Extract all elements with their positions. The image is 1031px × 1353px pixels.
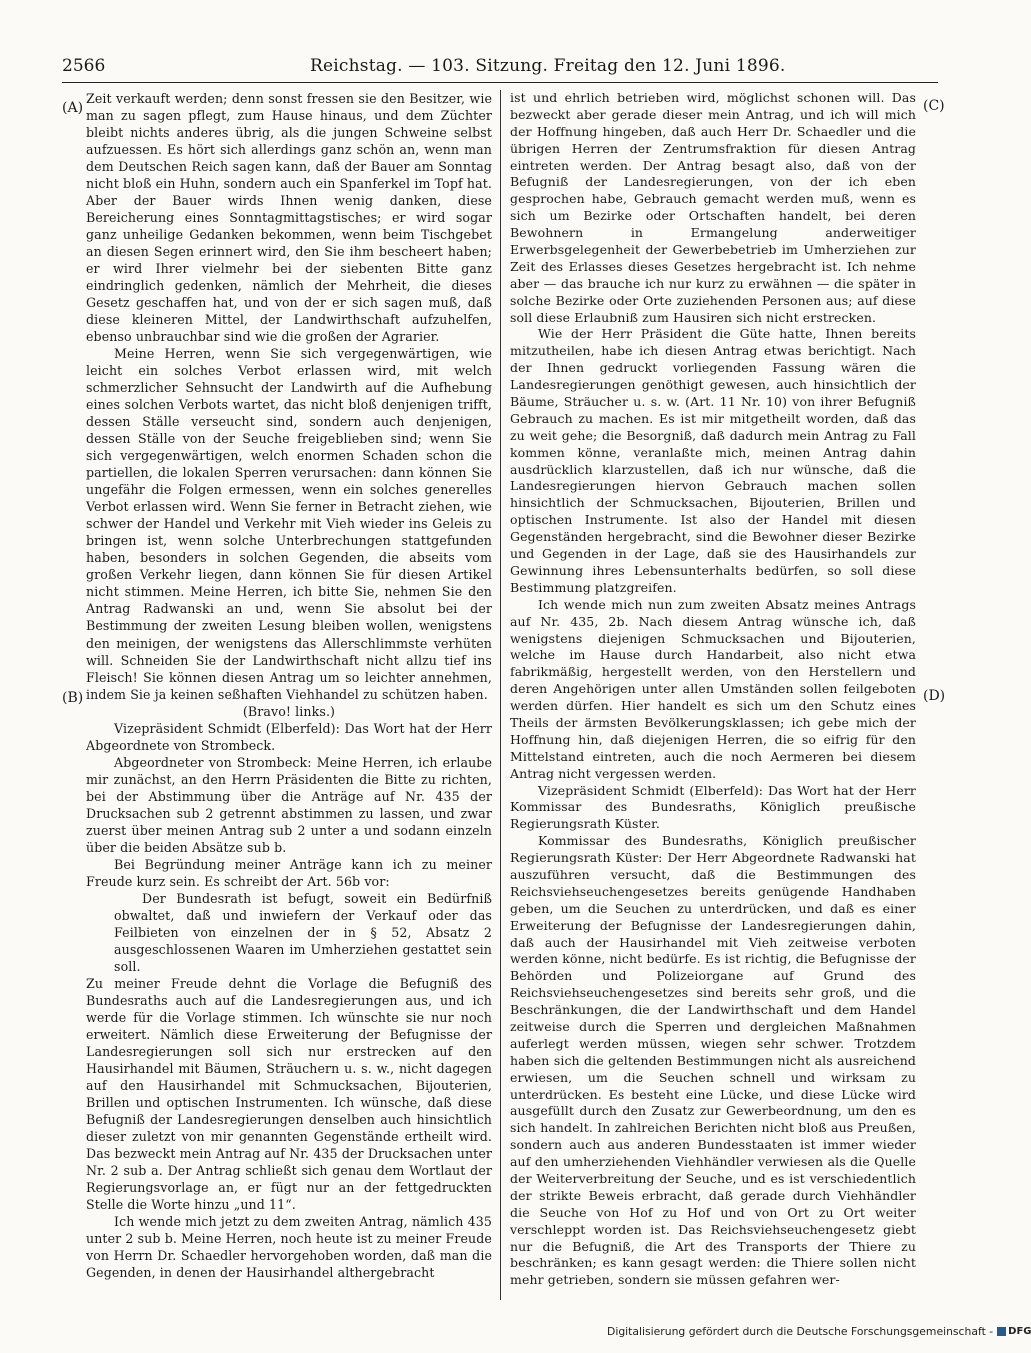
dfg-logo-icon	[997, 1327, 1006, 1336]
paragraph: Zeit verkauft werden; denn sonst fressen sie den Besitzer, wie man zu sagen pflegt, zum Hause hinaus, und dem Züchter bleibt nichts anderes übrig, als die jungen Schweine selbst aufzuessen. Es hört sich allerdings ganz schön an, wenn man dem Deutschen Reich sagen kann, daß der Bauer am Sonntag nicht bloß ein Huhn, sondern auch ein Spanferkel im Topf hat. Aber der Bauer wirds Ihnen wenig danken, diese Bereicherung eines Sonntagmittagstisches; er wird sogar ganz unheilige Gedanken bekommen, wenn beim Tischgebet an diesen Segen erinnert wird, den Sie ihm bescheert haben; er wird Ihrer vielmehr bei der siebenten Bitte ganz eindringlich gedenken, nämlich der Mehrheit, die dieses Gesetz geschaffen hat, und von der er sich sagen muß, daß diese kleineren Mittel, der Landwirthschaft aufzuhelfen, ebenso unbrauchbar sind wie die großen der Agrarier.	[86, 91, 492, 345]
running-head: Reichstag. — 103. Sitzung. Freitag den 12. Juni 1896.	[310, 56, 786, 76]
paragraph: ist und ehrlich betrieben wird, möglichst schonen will. Das bezweckt aber gerade dieser mein Antrag, und ich will mich der Hoffnung hingeben, daß auch Herr Dr. Schaedler und die übrigen Herren der Zentrumsfraktion für diesen Antrag eintreten werden. Der Antrag besagt also, daß von der Befugniß der Landesregierungen, von der ich eben gesprochen habe, Gebrauch gemacht werden muß, wenn es sich um Bezirke oder Ortschaften handelt, bei deren Bewohnern in Ermangelung anderweitiger Erwerbsgelegenheit der Gewerbebetrieb im Umherziehen zur Zeit des Erlasses dieses Gesetzes hergebracht ist. Ich nehme aber — das brauche ich nur kurz zu erwähnen — die später in solche Bezirke oder Orte zuziehenden Personen aus; auf diese soll diese Erlaubniß zum Hausiren sich nicht erstrecken.	[510, 90, 916, 325]
dfg-logo	[997, 1326, 1031, 1337]
column-divider	[500, 90, 501, 1300]
margin-mark-a: (A)	[62, 100, 84, 116]
speaker-paragraph: Kommissar des Bundesraths, Königlich preußischer Regierungsrath Küster: Der Herr Abgeordnete Radwanski hat auszuführen versucht, daß die Bestimmungen des Reichsviehseuchengesetzes bereits genügende Handhaben geben, um die Seuchen zu unterdrücken, und daß es einer Erweiterung der Befugnisse der Landesregierungen dahin, daß auch der Hausirhandel mit Vieh zeitweise verboten werden könne, nicht bedürfe. Es ist richtig, die Befugnisse der Behörden und Polizeiorgane auf Grund des Reichsviehseuchengesetzes sind bereits sehr groß, und die Beschränkungen, die der Landwirthschaft und dem Handel zeitweise durch die Sperren und dergleichen Maßnahmen auferlegt werden müssen, wiegen sehr schwer. Trotzdem haben sich die geltenden Bestimmungen nicht als ausreichend erwiesen, um die Seuchen schnell und wirksam zu unterdrücken. Es besteht eine Lücke, und diese Lücke wird ausgefüllt durch den Zusatz zur Gewerbeordnung, um den es sich handelt. In zahlreichen Berichten nicht bloß aus Preußen, sondern auch aus anderen Bundesstaaten ist immer wieder auf den umherziehenden Viehhändler verwiesen als die Quelle der Weiterverbreitung der Seuche, und es ist verschiedentlich der strikte Beweis erbracht, daß gerade durch Viehhändler die Seuche von Hof zu Hof und von Ort zu Ort weiter verschleppt worden ist. Das Reichsviehseuchengesetz giebt nur die Befugniß, die Art des Transports der Thiere zu beschränken; es kann gesagt werden: die Thiere sollen nicht mehr getrieben, sondern sie müssen gefahren wer-	[510, 833, 916, 1288]
speaker-paragraph: Abgeordneter von Strombeck: Meine Herren, ich erlaube mir zunächst, an den Herrn Präsidenten die Bitte zu richten, bei der Abstimmung über die Anträge auf Nr. 435 der Drucksachen sub 2 getrennt abstimmen zu lassen, und zwar zuerst über meinen Antrag sub 2 unter a und sodann einzeln über die beiden Absätze sub b.	[86, 754, 492, 855]
quotation: Der Bundesrath ist befugt, soweit ein Bedürfniß obwaltet, daß und inwiefern der Verkauf oder das Feilbieten von einzelnen der in § 52, Absatz 2 ausgeschlossenen Waaren im Umherziehen gestattet sein soll.	[114, 890, 492, 974]
paragraph: Ich wende mich nun zum zweiten Absatz meines Antrags auf Nr. 435, 2b. Nach diesem Antrag wünsche ich, daß wenigstens diejenigen Schmucksachen und Bijouterien, welche im Hause durch Handarbeit, also nicht etwa fabrikmäßig, hergestellt werden, von den Herstellern und deren Angehörigen unter allen Umständen sollen feilgeboten werden dürfen. Hier handelt es sich um den Schutz eines Theils der ärmsten Bevölkerungsklassen; ich gebe mich der Hoffnung hin, daß diejenigen Herren, die so eifrig für den Mittelstand eintreten, auch die noch Aermeren bei diesem Antrag nicht vergessen werden.	[510, 596, 916, 781]
speaker-paragraph: Vizepräsident Schmidt (Elberfeld): Das Wort hat der Herr Abgeordnete von Strombeck.	[86, 720, 492, 753]
footer	[607, 1325, 1031, 1338]
margin-mark-d: (D)	[923, 688, 946, 704]
paragraph: Bei Begründung meiner Anträge kann ich zu meiner Freude kurz sein. Es schreibt der Art. 56b vor:	[86, 856, 492, 889]
paragraph: Zu meiner Freude dehnt die Vorlage die Befugniß des Bundesraths auch auf die Landesregierungen aus, und ich werde für die Vorlage stimmen. Ich wünschte sie nur noch erweitert. Nämlich diese Erweiterung der Befugnisse der Landesregierungen soll sich nur erstrecken auf den Hausirhandel mit Bäumen, Sträuchern u. s. w., nicht dagegen auf den Hausirhandel mit Schmucksachen, Bijouterien, Brillen und optischen Instrumenten. Ich wünsche, daß diese Befugniß der Landesregierungen denselben auch hinsichtlich dieser zuletzt von mir genannten Gegenstände ertheilt wird. Das bezweckt mein Antrag auf Nr. 435 der Drucksachen unter Nr. 2 sub a. Der Antrag schließt sich genau dem Wortlaut der Regierungsvorlage an, er fügt nur an der fettgedruckten Stelle die Worte hinzu „und 11“.	[86, 975, 492, 1213]
page-header	[62, 56, 938, 78]
right-column	[510, 90, 916, 1289]
paragraph: Meine Herren, wenn Sie sich vergegenwärtigen, wie leicht ein solches Verbot erlassen wird, mit welch schmerzlicher Sehnsucht der Landwirth auf die Aufhebung eines solchen Verbots wartet, das nicht bloß denjenigen trifft, dessen Ställe verseucht sind, sondern auch denjenigen, dessen Ställe von der Seuche freigeblieben sind; wenn Sie sich vergegenwärtigen, welch enormen Schaden schon die partiellen, die lokalen Sperren verursachen: dann können Sie ungefähr die Folgen ermessen, wenn ein solches generelles Verbot erlassen wird. Wenn Sie ferner in Betracht ziehen, wie schwer der Handel und Verkehr mit Vieh wieder ins Geleis zu bringen ist, wenn solche Unterbrechungen stattgefunden haben, besonders in solchen Gegenden, die abseits vom großen Verkehr liegen, dann können Sie für diesen Artikel nicht stimmen. Meine Herren, ich bitte Sie, nehmen Sie den Antrag Radwanski an und, wenn Sie absolut bei der Bestimmung der zweiten Lesung bleiben wollen, wenigstens den meinigen, der wenigstens das Allerschlimmste verhüten will. Schneiden Sie der Landwirthschaft nicht allzu tief ins Fleisch! Sie können diesen Antrag um so leichter annehmen, indem Sie ja keinen seßhaften Viehhandel zu schützen haben.	[86, 346, 492, 702]
left-column	[86, 90, 492, 1281]
paragraph: Ich wende mich jetzt zu dem zweiten Antrag, nämlich 435 unter 2 sub b. Meine Herren, noch heute ist zu meiner Freude von Herrn Dr. Schaedler hervorgehoben worden, daß man die Gegenden, in denen der Hausirhandel althergebracht	[86, 1214, 492, 1281]
header-rule	[62, 82, 938, 83]
dfg-logo-text: DFG	[1008, 1326, 1031, 1337]
speaker-paragraph: Vizepräsident Schmidt (Elberfeld): Das Wort hat der Herr Kommissar des Bundesraths, Königlich preußische Regierungsrath Küster.	[510, 782, 916, 832]
margin-mark-b: (B)	[62, 690, 84, 706]
interjection: (Bravo! links.)	[242, 703, 336, 719]
paragraph: Wie der Herr Präsident die Güte hatte, Ihnen bereits mitzutheilen, habe ich diesen Antrag etwas berichtigt. Nach der Ihnen gedruckt vorliegenden Fassung wären die Landesregierungen genöthigt gewesen, auch hinsichtlich der Bäume, Sträucher u. s. w. (Art. 11 Nr. 10) von ihrer Befugniß Gebrauch zu machen. Es ist mir mitgetheilt worden, daß das zu weit gehe; die Besorgniß, daß dadurch mein Antrag zu Fall kommen könne, veranlaßte mich, meinen Antrag dahin ausdrücklich klarzustellen, daß ich nur wünsche, daß die Landesregierungen hiervon Gebrauch machen sollen hinsichtlich der Schmucksachen, Bijouterien, Brillen und optischen Instrumente. Ist also der Handel mit diesen Gegenständen hergebracht, sind die Bewohner dieser Bezirke und Gegenden in der Lage, daß sie des Hausirhandels zur Gewinnung ihres Lebensunterhalts bedürfen, so soll diese Bestimmung platzgreifen.	[510, 326, 916, 595]
margin-mark-c: (C)	[923, 98, 945, 114]
page-number: 2566	[62, 56, 106, 76]
footer-text: Digitalisierung gefördert durch die Deutsche Forschungsgemeinschaft -	[607, 1325, 994, 1338]
